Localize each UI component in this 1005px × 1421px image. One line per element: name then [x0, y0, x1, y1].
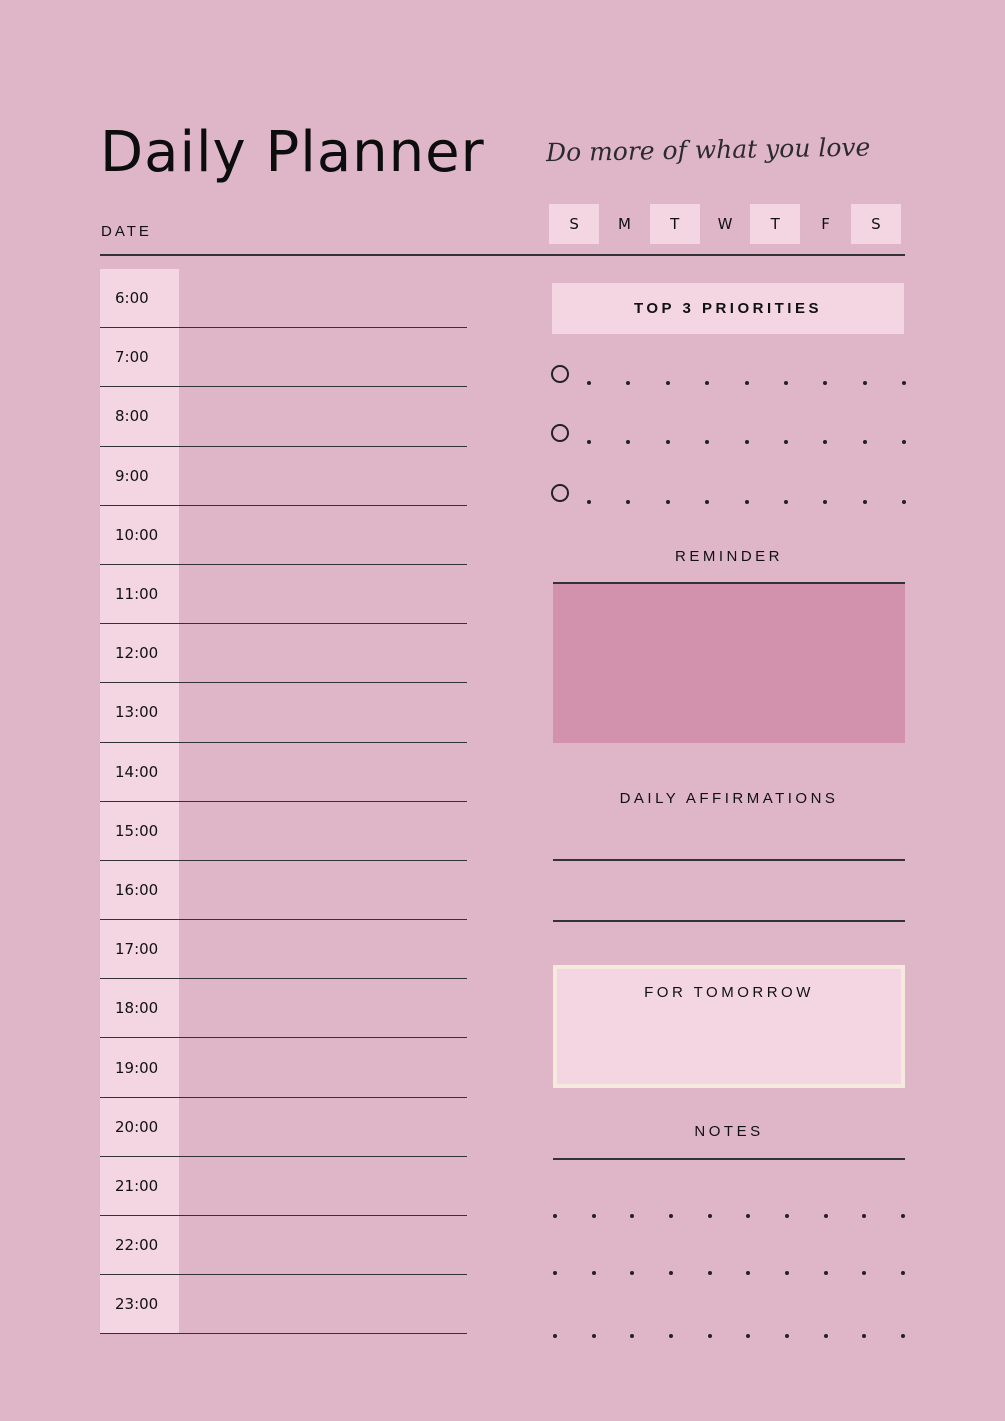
affirmation-line[interactable] — [553, 920, 905, 922]
dot — [745, 500, 749, 504]
dot — [669, 1334, 673, 1338]
dot — [708, 1214, 712, 1218]
time-slot[interactable] — [100, 683, 467, 742]
dot — [746, 1334, 750, 1338]
dot — [705, 500, 709, 504]
dot — [823, 381, 827, 385]
dot — [863, 440, 867, 444]
time-label: 10:00 — [115, 525, 159, 544]
weekday-sunday[interactable]: S — [549, 204, 599, 244]
dot — [784, 500, 788, 504]
priorities-header: TOP 3 PRIORITIES — [552, 283, 904, 334]
time-label: 17:00 — [115, 940, 159, 959]
notes-dot-row[interactable] — [553, 1271, 905, 1275]
dot — [785, 1334, 789, 1338]
dot — [746, 1271, 750, 1275]
weekday-monday[interactable]: M — [617, 215, 631, 233]
dot — [863, 500, 867, 504]
dot — [553, 1334, 557, 1338]
affirmation-line[interactable] — [553, 859, 905, 861]
page-title: Daily Planner — [100, 120, 485, 185]
dot — [902, 440, 906, 444]
dot — [824, 1271, 828, 1275]
priority-checkbox[interactable] — [551, 365, 569, 383]
weekday-wednesday[interactable]: W — [717, 215, 733, 233]
priority-row[interactable] — [551, 365, 906, 395]
notes-dot-row[interactable] — [553, 1334, 905, 1338]
reminder-box[interactable] — [553, 584, 905, 743]
dot — [901, 1214, 905, 1218]
dot — [862, 1214, 866, 1218]
time-slot[interactable] — [100, 1098, 467, 1157]
dot — [901, 1334, 905, 1338]
dot — [630, 1271, 634, 1275]
dot — [785, 1271, 789, 1275]
header-divider — [100, 254, 905, 256]
time-label: 22:00 — [115, 1236, 159, 1255]
time-slot[interactable] — [100, 1216, 467, 1275]
time-slot[interactable] — [100, 1275, 467, 1334]
dot — [824, 1214, 828, 1218]
date-label: DATE — [101, 223, 152, 240]
weekday-selector — [549, 204, 901, 244]
time-slot[interactable] — [100, 802, 467, 861]
time-slot[interactable] — [100, 506, 467, 565]
dot — [862, 1334, 866, 1338]
dot — [823, 440, 827, 444]
dot — [669, 1271, 673, 1275]
dot — [824, 1334, 828, 1338]
priority-checkbox[interactable] — [551, 424, 569, 442]
notes-dot-row[interactable] — [553, 1214, 905, 1218]
dot — [746, 1214, 750, 1218]
dot — [669, 1214, 673, 1218]
weekday-thursday[interactable]: T — [750, 204, 800, 244]
time-slot[interactable] — [100, 861, 467, 920]
weekday-saturday[interactable]: S — [851, 204, 901, 244]
time-label: 16:00 — [115, 880, 159, 899]
dot — [862, 1271, 866, 1275]
dot — [630, 1334, 634, 1338]
dot — [626, 500, 630, 504]
time-label: 20:00 — [115, 1117, 159, 1136]
for-tomorrow-label: FOR TOMORROW — [644, 984, 814, 1001]
dot — [901, 1271, 905, 1275]
time-label: 19:00 — [115, 1058, 159, 1077]
priority-row[interactable] — [551, 484, 906, 514]
weekday-friday[interactable]: F — [821, 215, 830, 233]
dot — [626, 440, 630, 444]
time-label: 23:00 — [115, 1295, 159, 1314]
dotted-line — [587, 381, 906, 385]
time-label: 18:00 — [115, 999, 159, 1018]
dot — [626, 381, 630, 385]
time-label: 11:00 — [115, 585, 159, 604]
dot — [708, 1271, 712, 1275]
dot — [745, 440, 749, 444]
dot — [592, 1271, 596, 1275]
time-slot[interactable] — [100, 920, 467, 979]
dot — [592, 1334, 596, 1338]
time-slot[interactable] — [100, 447, 467, 506]
time-label: 14:00 — [115, 762, 159, 781]
time-slot[interactable] — [100, 743, 467, 802]
time-label: 21:00 — [115, 1176, 159, 1195]
reminder-label: REMINDER — [674, 548, 783, 565]
dot — [784, 440, 788, 444]
priority-checkbox[interactable] — [551, 484, 569, 502]
time-label: 8:00 — [115, 407, 149, 426]
dot — [784, 381, 788, 385]
dot — [553, 1271, 557, 1275]
time-slot[interactable] — [100, 269, 467, 328]
time-slot[interactable] — [100, 979, 467, 1038]
affirmations-label: DAILY AFFIRMATIONS — [619, 790, 839, 807]
time-label: 12:00 — [115, 644, 159, 663]
time-slot[interactable] — [100, 1038, 467, 1097]
dot — [666, 381, 670, 385]
dot — [705, 440, 709, 444]
time-label: 9:00 — [115, 466, 149, 485]
time-slot[interactable] — [100, 624, 467, 683]
time-label: 7:00 — [115, 348, 149, 367]
time-label: 6:00 — [115, 289, 149, 308]
weekday-tuesday[interactable]: T — [650, 204, 700, 244]
time-slot[interactable] — [100, 565, 467, 624]
dot — [666, 440, 670, 444]
notes-divider — [553, 1158, 905, 1160]
dot — [823, 500, 827, 504]
priority-row[interactable] — [551, 424, 906, 454]
dot — [587, 440, 591, 444]
dot — [630, 1214, 634, 1218]
time-label: 15:00 — [115, 821, 159, 840]
dot — [708, 1334, 712, 1338]
dot — [785, 1214, 789, 1218]
dot — [902, 500, 906, 504]
dot — [553, 1214, 557, 1218]
dotted-line — [587, 440, 906, 444]
dot — [745, 381, 749, 385]
time-slot[interactable] — [100, 1157, 467, 1216]
dot — [587, 381, 591, 385]
dot — [705, 381, 709, 385]
time-slot[interactable] — [100, 328, 467, 387]
dot — [592, 1214, 596, 1218]
time-slot[interactable] — [100, 387, 467, 446]
hourly-schedule — [100, 269, 467, 1334]
dot — [863, 381, 867, 385]
time-label: 13:00 — [115, 703, 159, 722]
dot — [902, 381, 906, 385]
dot — [587, 500, 591, 504]
dotted-line — [587, 500, 906, 504]
dot — [666, 500, 670, 504]
notes-label: NOTES — [694, 1123, 764, 1140]
tagline: Do more of what you love — [545, 132, 871, 168]
